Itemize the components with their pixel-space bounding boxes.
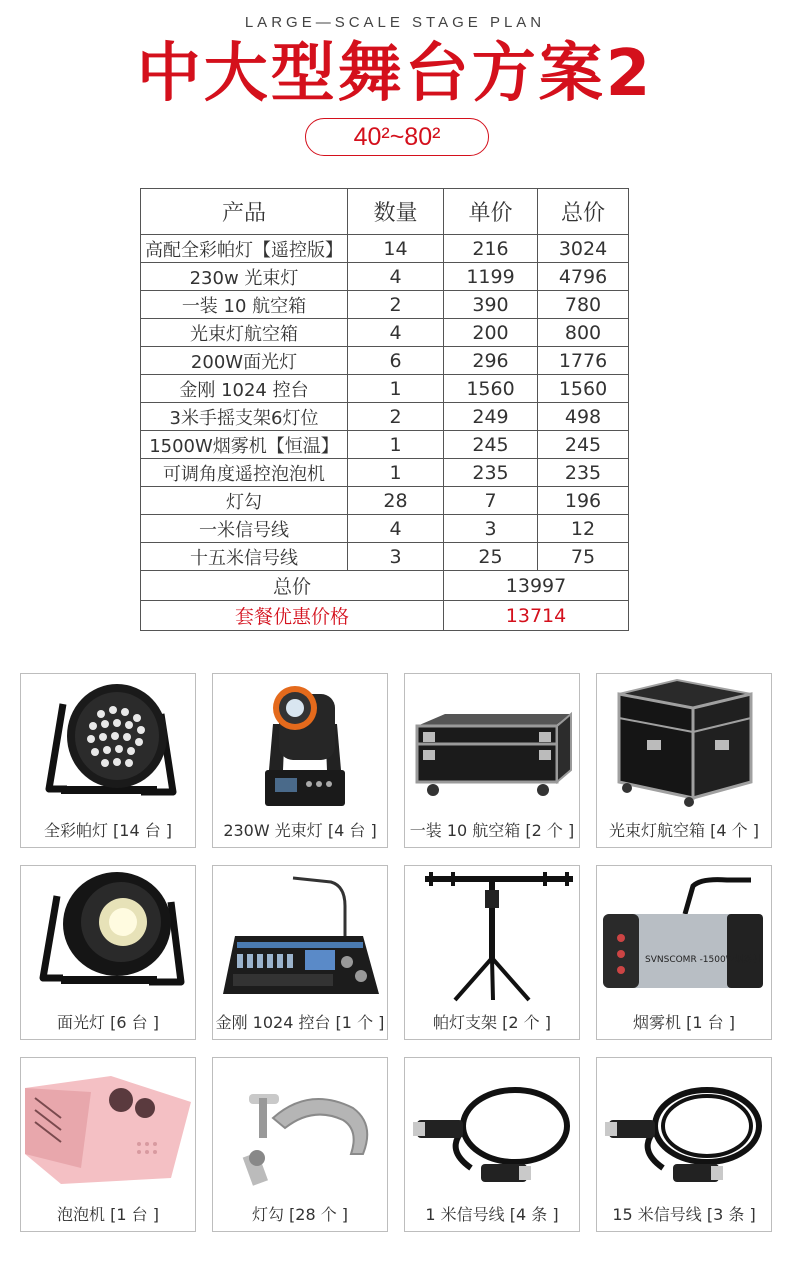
product-card-bubble-machine (20, 1057, 196, 1232)
beam-light-icon (213, 674, 389, 814)
table-header-row (141, 189, 629, 235)
area-range-badge: 40²~80² (305, 118, 489, 156)
cell-unit: 235 (444, 459, 538, 487)
table-row (141, 487, 629, 515)
page-subtitle: LARGE—SCALE STAGE PLAN (244, 14, 546, 31)
cell-name: 光束灯航空箱 (141, 319, 348, 347)
product-card-par-light (20, 673, 196, 848)
table-row (141, 319, 629, 347)
cell-qty: 4 (348, 263, 444, 291)
cell-unit: 7 (444, 487, 538, 515)
product-caption: 烟雾机 [1 台 ] (633, 1013, 735, 1032)
product-card-cable-15m (596, 1057, 772, 1232)
cell-unit: 200 (444, 319, 538, 347)
table-row (141, 459, 629, 487)
total-label: 总价 (141, 571, 444, 601)
cell-qty: 4 (348, 515, 444, 543)
price-table (140, 188, 629, 631)
table-row (141, 291, 629, 319)
cell-qty: 6 (348, 347, 444, 375)
table-row (141, 375, 629, 403)
cell-name: 3米手摇支架6灯位 (141, 403, 348, 431)
product-caption: 光束灯航空箱 [4 个 ] (609, 821, 759, 840)
cell-name: 1500W烟雾机【恒温】 (141, 431, 348, 459)
flight-case-icon (405, 674, 581, 814)
product-grid (20, 673, 772, 1243)
product-card-clamp-hook (212, 1057, 388, 1232)
cell-qty: 2 (348, 403, 444, 431)
cell-total: 235 (538, 459, 629, 487)
table-row (141, 235, 629, 263)
page-title: 中大型舞台方案2 (136, 37, 654, 111)
product-caption: 面光灯 [6 台 ] (57, 1013, 159, 1032)
product-caption: 15 米信号线 [3 条 ] (612, 1205, 756, 1224)
cell-unit: 216 (444, 235, 538, 263)
cell-qty: 4 (348, 319, 444, 347)
header-unit-price: 单价 (444, 189, 538, 235)
total-value: 13997 (444, 571, 629, 601)
cell-name: 灯勾 (141, 487, 348, 515)
cell-total: 800 (538, 319, 629, 347)
product-card-cob-light (20, 865, 196, 1040)
table-row (141, 403, 629, 431)
table-row (141, 263, 629, 291)
cell-total: 4796 (538, 263, 629, 291)
cell-total: 12 (538, 515, 629, 543)
header-total-price: 总价 (538, 189, 629, 235)
product-caption: 1 米信号线 [4 条 ] (425, 1205, 559, 1224)
product-caption: 全彩帕灯 [14 台 ] (43, 821, 173, 840)
cell-total: 245 (538, 431, 629, 459)
cell-qty: 1 (348, 375, 444, 403)
cell-name: 金刚 1024 控台 (141, 375, 348, 403)
cable-15m-icon (597, 1058, 773, 1198)
cell-qty: 1 (348, 459, 444, 487)
cell-unit: 390 (444, 291, 538, 319)
cell-unit: 1199 (444, 263, 538, 291)
product-card-tripod-stand (404, 865, 580, 1040)
product-caption: 一装 10 航空箱 [2 个 ] (409, 821, 575, 840)
cell-total: 780 (538, 291, 629, 319)
table-row (141, 347, 629, 375)
product-caption: 泡泡机 [1 台 ] (57, 1205, 159, 1224)
product-card-flight-case (404, 673, 580, 848)
promo-label: 套餐优惠价格 (141, 601, 444, 631)
table-row (141, 431, 629, 459)
table-row (141, 515, 629, 543)
cell-total: 3024 (538, 235, 629, 263)
cell-qty: 3 (348, 543, 444, 571)
cell-name: 一米信号线 (141, 515, 348, 543)
cell-name: 可调角度遥控泡泡机 (141, 459, 348, 487)
cell-unit: 245 (444, 431, 538, 459)
cell-name: 一装 10 航空箱 (141, 291, 348, 319)
product-card-beam-case (596, 673, 772, 848)
table-row (141, 543, 629, 571)
cell-total: 498 (538, 403, 629, 431)
cell-name: 230w 光束灯 (141, 263, 348, 291)
product-card-beam-light (212, 673, 388, 848)
product-card-cable-1m (404, 1057, 580, 1232)
par-light-icon (21, 674, 197, 814)
cell-qty: 2 (348, 291, 444, 319)
product-caption: 帕灯支架 [2 个 ] (433, 1013, 551, 1032)
cell-unit: 3 (444, 515, 538, 543)
cell-name: 高配全彩帕灯【遥控版】 (141, 235, 348, 263)
cell-unit: 25 (444, 543, 538, 571)
cell-unit: 296 (444, 347, 538, 375)
tripod-stand-icon (405, 866, 581, 1006)
cell-total: 75 (538, 543, 629, 571)
clamp-hook-icon (213, 1058, 389, 1198)
product-card-fog-machine (596, 865, 772, 1040)
total-row (141, 571, 629, 601)
promo-value: 13714 (444, 601, 629, 631)
cell-name: 十五米信号线 (141, 543, 348, 571)
product-card-console (212, 865, 388, 1040)
cell-unit: 1560 (444, 375, 538, 403)
cell-qty: 1 (348, 431, 444, 459)
cell-qty: 28 (348, 487, 444, 515)
cell-total: 1776 (538, 347, 629, 375)
console-icon (213, 866, 389, 1006)
promo-row (141, 601, 629, 631)
cell-total: 1560 (538, 375, 629, 403)
product-caption: 灯勾 [28 个 ] (251, 1205, 349, 1224)
header-quantity: 数量 (348, 189, 444, 235)
bubble-machine-icon (21, 1058, 197, 1198)
cell-name: 200W面光灯 (141, 347, 348, 375)
product-caption: 金刚 1024 控台 [1 个 ] (215, 1013, 385, 1032)
cell-unit: 249 (444, 403, 538, 431)
product-caption: 230W 光束灯 [4 台 ] (223, 821, 377, 840)
cell-total: 196 (538, 487, 629, 515)
fog-brand-label: SVNSCOMR -1500W烟雾机 (645, 955, 762, 965)
cable-1m-icon (405, 1058, 581, 1198)
beam-case-icon (597, 674, 773, 814)
header-product: 产品 (141, 189, 348, 235)
cob-light-icon (21, 866, 197, 1006)
cell-qty: 14 (348, 235, 444, 263)
fog-machine-icon (597, 866, 773, 1006)
